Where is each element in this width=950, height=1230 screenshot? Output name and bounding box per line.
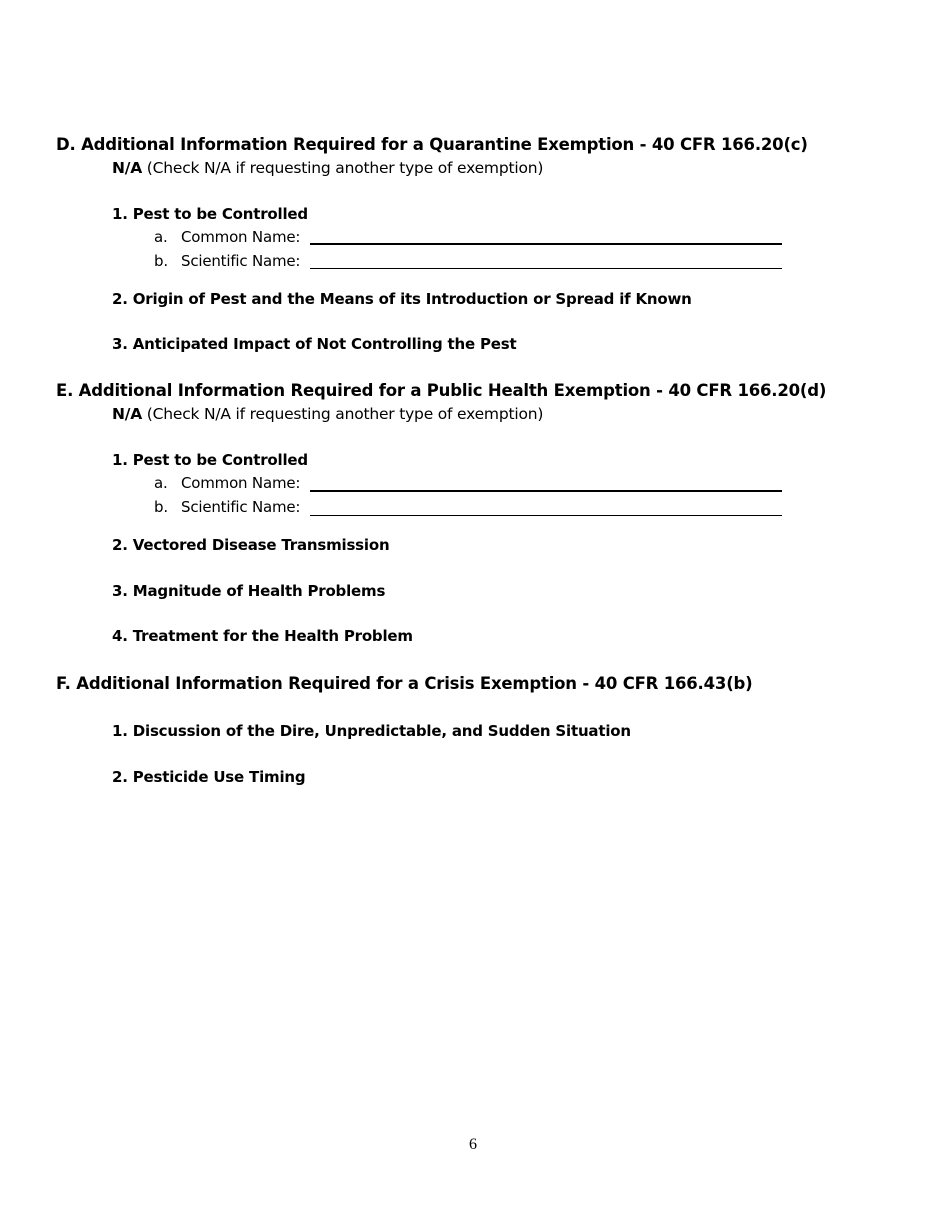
section-d-heading: D. Additional Information Required for a Quarantine Exemption - 40 CFR 166.20(c): [56, 135, 808, 154]
section-d-scientific-letter: b.: [154, 252, 168, 270]
section-d-item1-heading: 1. Pest to be Controlled: [112, 205, 308, 223]
section-e-item1-heading: 1. Pest to be Controlled: [112, 451, 308, 469]
page-number: 6: [469, 1136, 477, 1153]
section-e-common-letter: a.: [154, 474, 168, 492]
section-d-na-line: [112, 159, 543, 177]
section-e-scientific-label: Scientific Name:: [181, 498, 301, 516]
section-d-item2-heading: 2. Origin of Pest and the Means of its Introduction or Spread if Known: [112, 290, 692, 308]
section-e-heading: E. Additional Information Required for a Public Health Exemption - 40 CFR 166.20(d): [56, 381, 827, 400]
section-d-na-note: (Check N/A if requesting another type of exemption): [142, 159, 544, 177]
section-f-item2-heading: 2. Pesticide Use Timing: [112, 768, 306, 786]
section-e-common-name-row: [154, 474, 306, 492]
section-e-common-name-field[interactable]: [310, 490, 782, 492]
section-d-scientific-label: Scientific Name:: [181, 252, 301, 270]
section-d-scientific-name-row: [154, 252, 306, 270]
section-e-item4-heading: 4. Treatment for the Health Problem: [112, 627, 413, 645]
section-d-scientific-name-field[interactable]: [310, 268, 782, 269]
section-d-common-letter: a.: [154, 228, 168, 246]
section-e-scientific-letter: b.: [154, 498, 168, 516]
section-d-item3-heading: 3. Anticipated Impact of Not Controlling the Pest: [112, 335, 517, 353]
section-e-scientific-name-field[interactable]: [310, 515, 782, 516]
section-d-common-label: Common Name:: [181, 228, 301, 246]
section-e-na-line: [112, 405, 543, 423]
section-d-common-name-row: [154, 228, 306, 246]
section-e-item3-heading: 3. Magnitude of Health Problems: [112, 582, 386, 600]
section-d-common-name-field[interactable]: [310, 243, 782, 245]
section-e-item2-heading: 2. Vectored Disease Transmission: [112, 536, 390, 554]
section-f-heading: F. Additional Information Required for a Crisis Exemption - 40 CFR 166.43(b): [56, 674, 753, 693]
section-e-na-checkbox-label[interactable]: N/A: [112, 405, 143, 423]
section-e-common-label: Common Name:: [181, 474, 301, 492]
section-e-na-note: (Check N/A if requesting another type of exemption): [142, 405, 544, 423]
section-d-na-checkbox-label[interactable]: N/A: [112, 159, 143, 177]
section-e-scientific-name-row: [154, 498, 306, 516]
section-f-item1-heading: 1. Discussion of the Dire, Unpredictable, and Sudden Situation: [112, 722, 631, 740]
